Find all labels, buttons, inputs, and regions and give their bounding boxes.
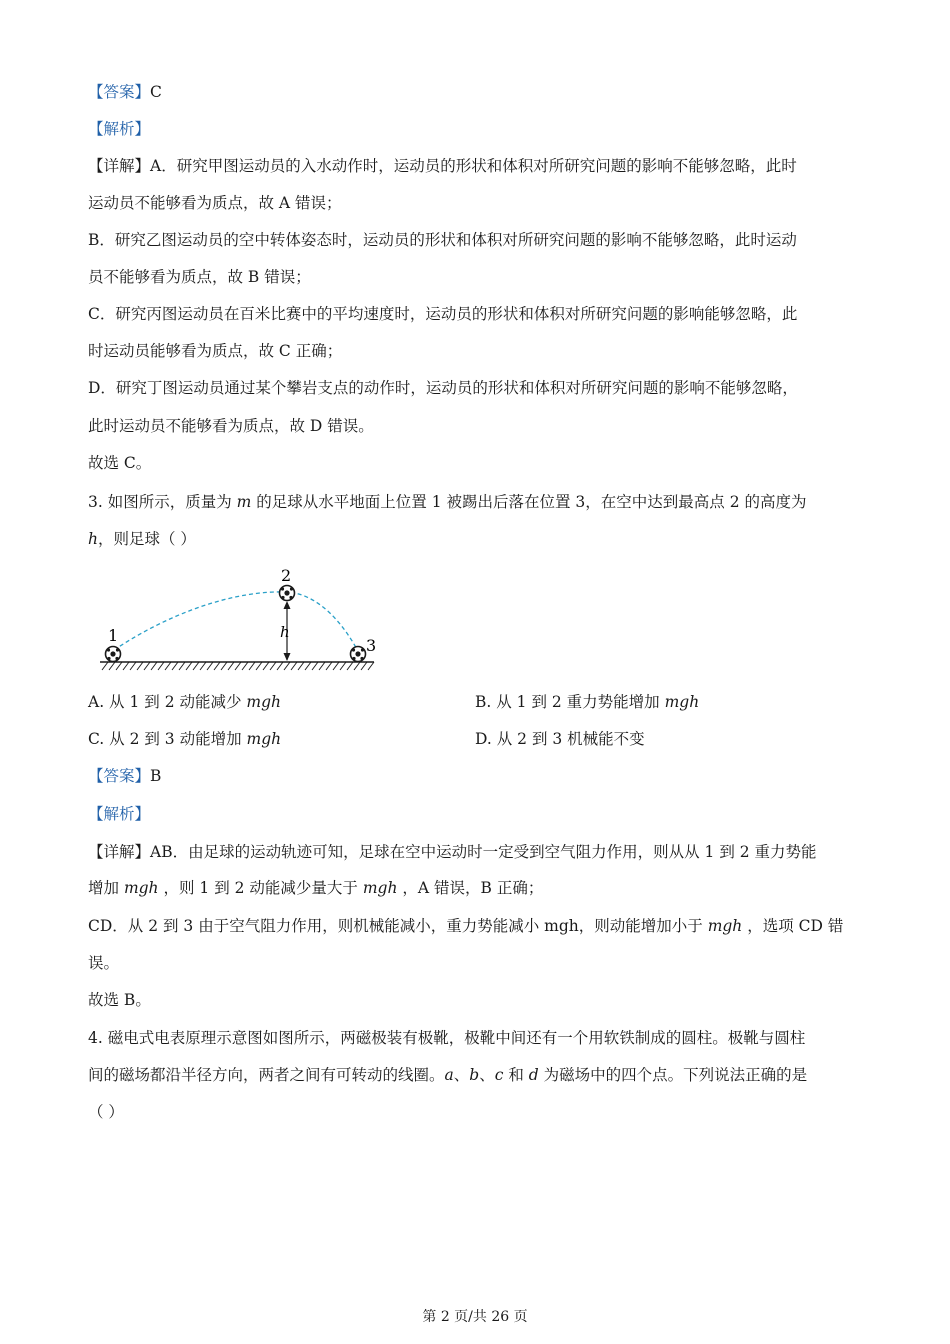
q3-analysis-tag: 【解析】 xyxy=(88,805,151,823)
answer-tag: 【答案】 xyxy=(88,83,151,101)
q2-conclusion: 故选 C。 xyxy=(88,454,152,472)
position-label-2: 2 xyxy=(281,566,292,585)
q2-analysis-tag: 【解析】 xyxy=(88,120,151,138)
q2-detail-line-1: 【详解】A．研究甲图运动员的入水动作时，运动员的形状和体积对所研究问题的影响不能够忽略，此时 xyxy=(88,157,797,175)
q3-stem-line-2: h，则足球（ ） xyxy=(88,530,196,548)
q3-stem-line-1: 3. 如图所示，质量为 m 的足球从水平地面上位置 1 被踢出后落在位置 3，在空中达到最高点 2 的高度为 xyxy=(88,493,807,511)
q3-option-d: D. 从 2 到 3 机械能不变 xyxy=(475,730,645,748)
page-footer: 第 2 页/共 26 页 xyxy=(422,1309,528,1325)
ground-hatching xyxy=(102,662,374,670)
q3-detail-line-4: 误。 xyxy=(88,954,120,972)
ball-position-2 xyxy=(280,586,295,601)
q2-answer-line xyxy=(88,82,162,102)
q4-stem-line-3: （ ） xyxy=(88,1103,124,1121)
position-label-1: 1 xyxy=(108,626,119,645)
height-label: h xyxy=(280,623,290,641)
ball-position-1 xyxy=(106,647,121,662)
q3-option-b: B. 从 1 到 2 重力势能增加 mgh xyxy=(475,693,700,711)
q4-stem-line-1: 4. 磁电式电表原理示意图如图所示，两磁极装有极靴，极靴中间还有一个用软铁制成的圆柱。极靴与圆柱 xyxy=(88,1029,806,1047)
q4-stem-line-2: 间的磁场都沿半径方向，两者之间有可转动的线圈。a、b、c 和 d 为磁场中的四个点。下列说法正确的是 xyxy=(88,1066,808,1084)
ball-position-3 xyxy=(351,647,366,662)
q3-option-c: C. 从 2 到 3 动能增加 mgh xyxy=(88,730,282,748)
q3-projectile-figure xyxy=(96,560,386,675)
q2-detail-line-8: 此时运动员不能够看为质点，故 D 错误。 xyxy=(88,417,374,435)
trajectory-curve xyxy=(114,592,358,651)
q3-option-a: A. 从 1 到 2 动能减少 mgh xyxy=(88,693,282,711)
q3-answer-line: 【答案】B xyxy=(88,767,162,785)
q2-detail-line-2: 运动员不能够看为质点，故 A 错误； xyxy=(88,194,342,212)
q3-conclusion: 故选 B。 xyxy=(88,991,151,1009)
q2-detail-line-3: B．研究乙图运动员的空中转体姿态时，运动员的形状和体积对所研究问题的影响不能够忽略，此时运动 xyxy=(88,231,797,249)
q2-detail-line-4: 员不能够看为质点，故 B 错误； xyxy=(88,268,311,286)
q3-detail-line-1: 【详解】AB．由足球的运动轨迹可知，足球在空中运动时一定受到空气阻力作用，则从从 1 到 2 重力势能 xyxy=(88,843,817,861)
q3-detail-line-3: CD．从 2 到 3 由于空气阻力作用，则机械能减小，重力势能减小 mgh，则动能增加小于 mgh ，选项 CD 错 xyxy=(88,917,844,935)
position-label-3: 3 xyxy=(366,636,377,655)
q3-detail-line-2: 增加 mgh ，则 1 到 2 动能减少量大于 mgh ，A 错误，B 正确； xyxy=(88,879,544,897)
q2-detail-line-5: C．研究丙图运动员在百米比赛中的平均速度时，运动员的形状和体积对所研究问题的影响能够忽略，此 xyxy=(88,305,798,323)
answer-value: C xyxy=(150,83,162,101)
q2-detail-line-7: D．研究丁图运动员通过某个攀岩支点的动作时，运动员的形状和体积对所研究问题的影响不能够忽略， xyxy=(88,379,798,397)
q2-detail-line-6: 时运动员能够看为质点，故 C 正确； xyxy=(88,342,343,360)
